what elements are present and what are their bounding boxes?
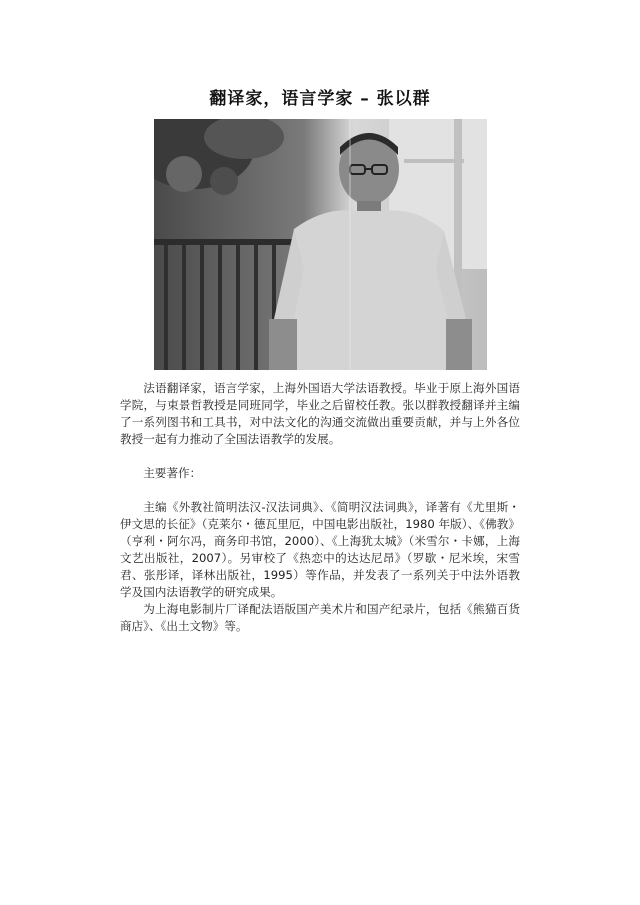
works-paragraph: 主编《外教社简明法汉-汉法词典》、《简明汉法词典》，译著有《尤里斯・伊文思的长征》（克莱尔・德瓦里厄，中国电影出版社，1980 年版）、《佛教》（亨利・阿尔冯，商务印书馆，2000）、《上海犹太城》（米雪尔・卡娜，上海文艺出版社，2007）。另审校了《热恋中的达达尼昂》（罗歇・尼米埃，宋雪君、张彤译，译林出版社，1995）等作品，并发表了一系列关于中法外语教学及国内法语教学的研究成果。 (120, 500, 520, 599)
portrait-photo (154, 119, 487, 370)
intro-paragraph: 法语翻译家，语言学家，上海外国语大学法语教授。毕业于原上海外国语学院，与束景哲教授是同班同学，毕业之后留校任教。张以群教授翻译并主编了一系列图书和工具书，对中法文化的沟通交流做出重要贡献，并与上外各位教授一起有力推动了全国法语教学的发展。 (120, 381, 520, 446)
films-paragraph: 为上海电影制片厂译配法语版国产美术片和国产纪录片，包括《熊猫百货商店》、《出土文物》等。 (120, 602, 520, 633)
works-heading: 主要著作： (143, 466, 202, 480)
article-body (120, 380, 520, 635)
page-title: 翻译家，语言学家 – 张以群 (209, 89, 431, 109)
